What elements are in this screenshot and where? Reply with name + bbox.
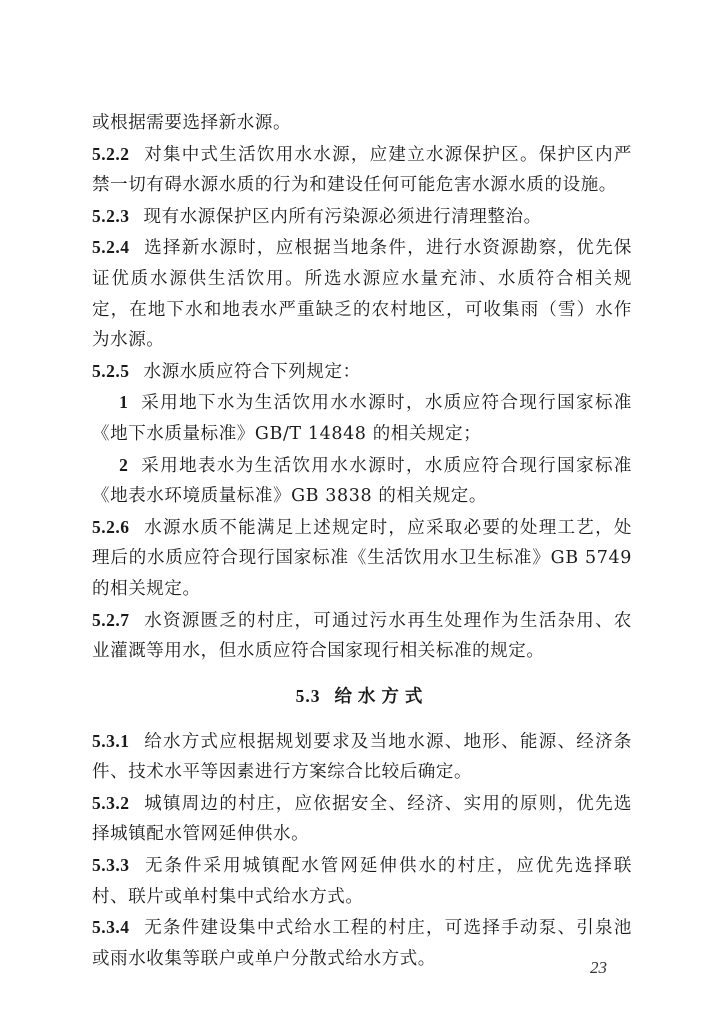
clause-number: 5.3.3 [92, 855, 130, 876]
document-page [92, 108, 632, 974]
clause-number: 5.2.5 [92, 360, 130, 381]
clause-number: 5.2.2 [92, 143, 130, 164]
item-text: 采用地下水为生活饮用水水源时，水质应符合现行国家标准《地下水质量标准》GB/T 14848 的相关规定； [92, 393, 632, 444]
clause-number: 5.3.1 [92, 730, 130, 751]
continuation-paragraph: 或根据需要选择新水源。 [92, 113, 292, 133]
section-title: 给水方式 [334, 686, 429, 707]
item-number: 1 [119, 392, 129, 413]
clause-number: 5.2.7 [92, 609, 130, 630]
clause-5-2-6 [92, 512, 632, 605]
clause-text: 选择新水源时，应根据当地条件，进行水资源勘察，优先保证优质水源供生活饮用。所选水源应水量充沛、水质符合相关规定，在地下水和地表水严重缺乏的农村地区，可收集雨（雪）水作为水源。 [92, 238, 632, 351]
clause-5-3-2 [92, 788, 632, 850]
clause-number: 5.3.4 [92, 917, 130, 938]
clause-number: 5.3.2 [92, 792, 130, 813]
list-item-2 [92, 450, 632, 512]
section-heading [92, 681, 632, 712]
clause-text: 现有水源保护区内所有污染源必须进行清理整治。 [143, 206, 542, 227]
clause-text: 水源水质应符合下列规定： [143, 361, 361, 382]
clause-text: 城镇周边的村庄，应依据安全、经济、实用的原则，优先选择城镇配水管网延伸供水。 [92, 793, 632, 845]
clause-5-2-2 [92, 139, 632, 201]
clause-text: 对集中式生活饮用水水源，应建立水源保护区。保护区内严禁一切有碍水源水质的行为和建设任何可能危害水源水质的设施。 [92, 144, 632, 196]
clause-text: 水源水质不能满足上述规定时，应采取必要的处理工艺，处理后的水质应符合现行国家标准《生活饮用水卫生标准》GB 5749 的相关规定。 [92, 517, 632, 599]
clause-number: 5.2.4 [92, 237, 130, 258]
clause-text: 无条件采用城镇配水管网延伸供水的村庄，应优先选择联村、联片或单村集中式给水方式。 [92, 856, 632, 907]
clause-5-3-1 [92, 726, 632, 788]
clause-5-2-7 [92, 605, 632, 667]
clause-5-3-3 [92, 850, 632, 912]
clause-5-3-4 [92, 912, 632, 974]
clause-5-2-5 [92, 356, 632, 388]
clause-5-2-4 [92, 232, 632, 355]
clause-5-2-3 [92, 201, 632, 233]
list-item-1 [92, 387, 632, 449]
section-number: 5.3 [295, 685, 321, 706]
item-number: 2 [119, 454, 129, 475]
clause-text: 水资源匮乏的村庄，可通过污水再生处理作为生活杂用、农业灌溉等用水，但水质应符合国家现行相关标准的规定。 [92, 610, 632, 662]
clause-number: 5.2.6 [92, 516, 130, 537]
clause-text: 给水方式应根据规划要求及当地水源、地形、能源、经济条件、技术水平等因素进行方案综合比较后确定。 [92, 731, 632, 783]
clause-number: 5.2.3 [92, 205, 130, 226]
item-text: 采用地表水为生活饮用水水源时，水质应符合现行国家标准《地表水环境质量标准》GB 3838 的相关规定。 [92, 455, 632, 507]
page-number: 23 [590, 958, 607, 977]
clause-text: 无条件建设集中式给水工程的村庄，可选择手动泵、引泉池或雨水收集等联户或单户分散式给水方式。 [92, 918, 632, 969]
